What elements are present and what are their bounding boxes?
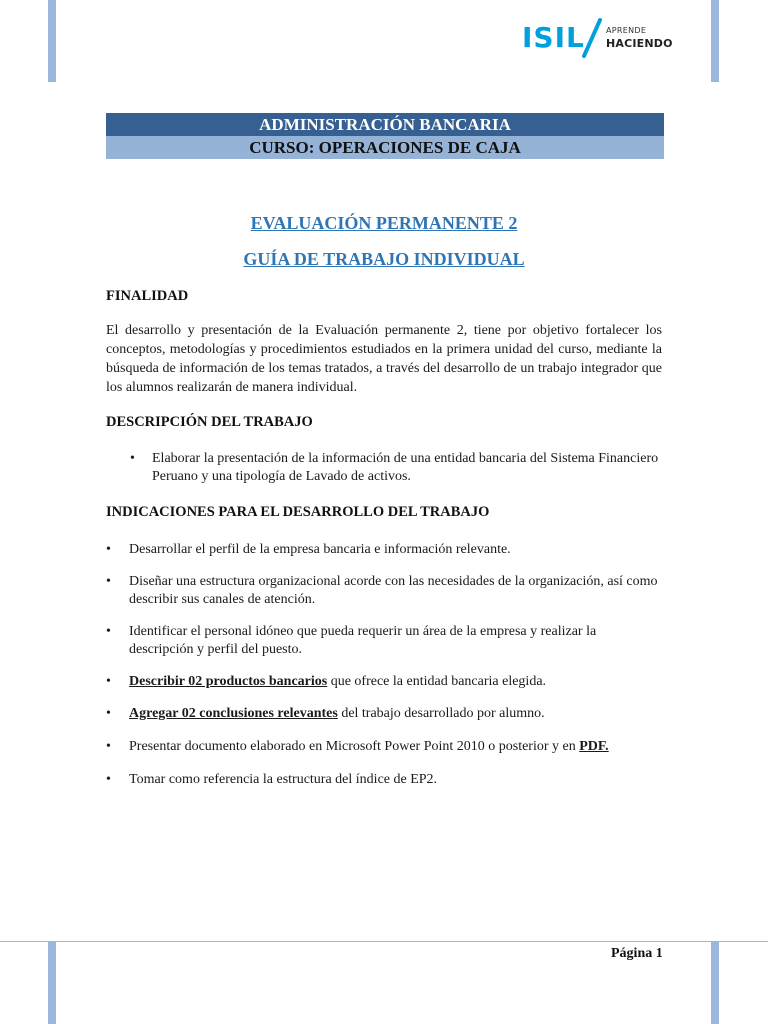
list-item-text: Diseñar una estructura organizacional acorde con las necesidades de la organización, así como describir sus canales de atención. — [129, 574, 658, 607]
list-item-rest: del trabajo desarrollado por alumno. — [337, 706, 545, 721]
evaluation-heading: EVALUACIÓN PERMANENTE 2 — [250, 213, 518, 233]
guide-heading: GUÍA DE TRABAJO INDIVIDUAL — [243, 249, 525, 269]
bullet-dot-icon: • — [106, 624, 111, 639]
list-item-text — [129, 673, 662, 691]
finalidad-paragraph: El desarrollo y presentación de la Evaluación permanente 2, tiene por objetivo fortalecer los conceptos, metodologías y procedimientos estudiados en la primera unidad del curso, mediante la búsqueda de información de los temas tratados, a través del desarrollo de un trabajo integrador que los alumnos realizarán de manera individual. — [106, 323, 662, 395]
course-area-title: ADMINISTRACIÓN BANCARIA — [106, 113, 664, 136]
frame-bar-bottom-right — [711, 942, 719, 1024]
emphasis-text: Describir 02 productos bancarios — [129, 674, 328, 689]
bullet-dot-icon: • — [106, 772, 111, 787]
bullet-dot-icon: • — [106, 674, 111, 689]
course-name-title: CURSO: OPERACIONES DE CAJA — [106, 136, 664, 159]
bullet-dot-icon: • — [106, 739, 111, 754]
indicaciones-title: INDICACIONES PARA EL DESARROLLO DEL TRABAJO — [106, 504, 490, 520]
bullet-dot-icon: • — [106, 574, 111, 589]
bullet-dot-icon: • — [106, 542, 111, 557]
list-item-rest: que ofrece la entidad bancaria elegida. — [327, 674, 547, 689]
logo-tagline-top: APRENDE — [606, 26, 647, 35]
bullet-dot-icon: • — [106, 706, 111, 721]
frame-bar-top-right — [711, 0, 719, 82]
frame-bar-bottom-left — [48, 942, 56, 1024]
list-item-text: Tomar como referencia la estructura del índice de EP2. — [129, 772, 438, 787]
descripcion-title: DESCRIPCIÓN DEL TRABAJO — [106, 414, 313, 430]
list-item-pre: Presentar documento elaborado en Microsoft Power Point 2010 o posterior y en — [129, 739, 580, 754]
emphasis-text: PDF. — [579, 739, 609, 754]
emphasis-text: Agregar 02 conclusiones relevantes — [129, 706, 338, 721]
list-item-text: Identificar el personal idóneo que pueda requerir un área de la empresa y realizar la descripción y perfil del puesto. — [129, 624, 597, 657]
list-item-text — [129, 738, 662, 756]
list-item-text — [129, 705, 662, 723]
descripcion-bullet-text: Elaborar la presentación de la información de una entidad bancaria del Sistema Financiero Peruano y una tipología de Lavado de activos. — [152, 451, 659, 484]
page-number: Página 1 — [611, 946, 663, 961]
bullet-dot-icon: • — [130, 451, 135, 466]
footer-divider — [0, 941, 768, 942]
list-item-text: Desarrollar el perfil de la empresa bancaria e información relevante. — [129, 542, 511, 557]
logo-tagline-bottom: HACIENDO — [606, 37, 673, 50]
frame-bar-top-left — [48, 0, 56, 82]
logo-brand: ISIL — [522, 21, 585, 54]
isil-logo — [522, 18, 672, 58]
logo-slash-icon — [580, 18, 602, 58]
finalidad-title: FINALIDAD — [106, 288, 189, 304]
